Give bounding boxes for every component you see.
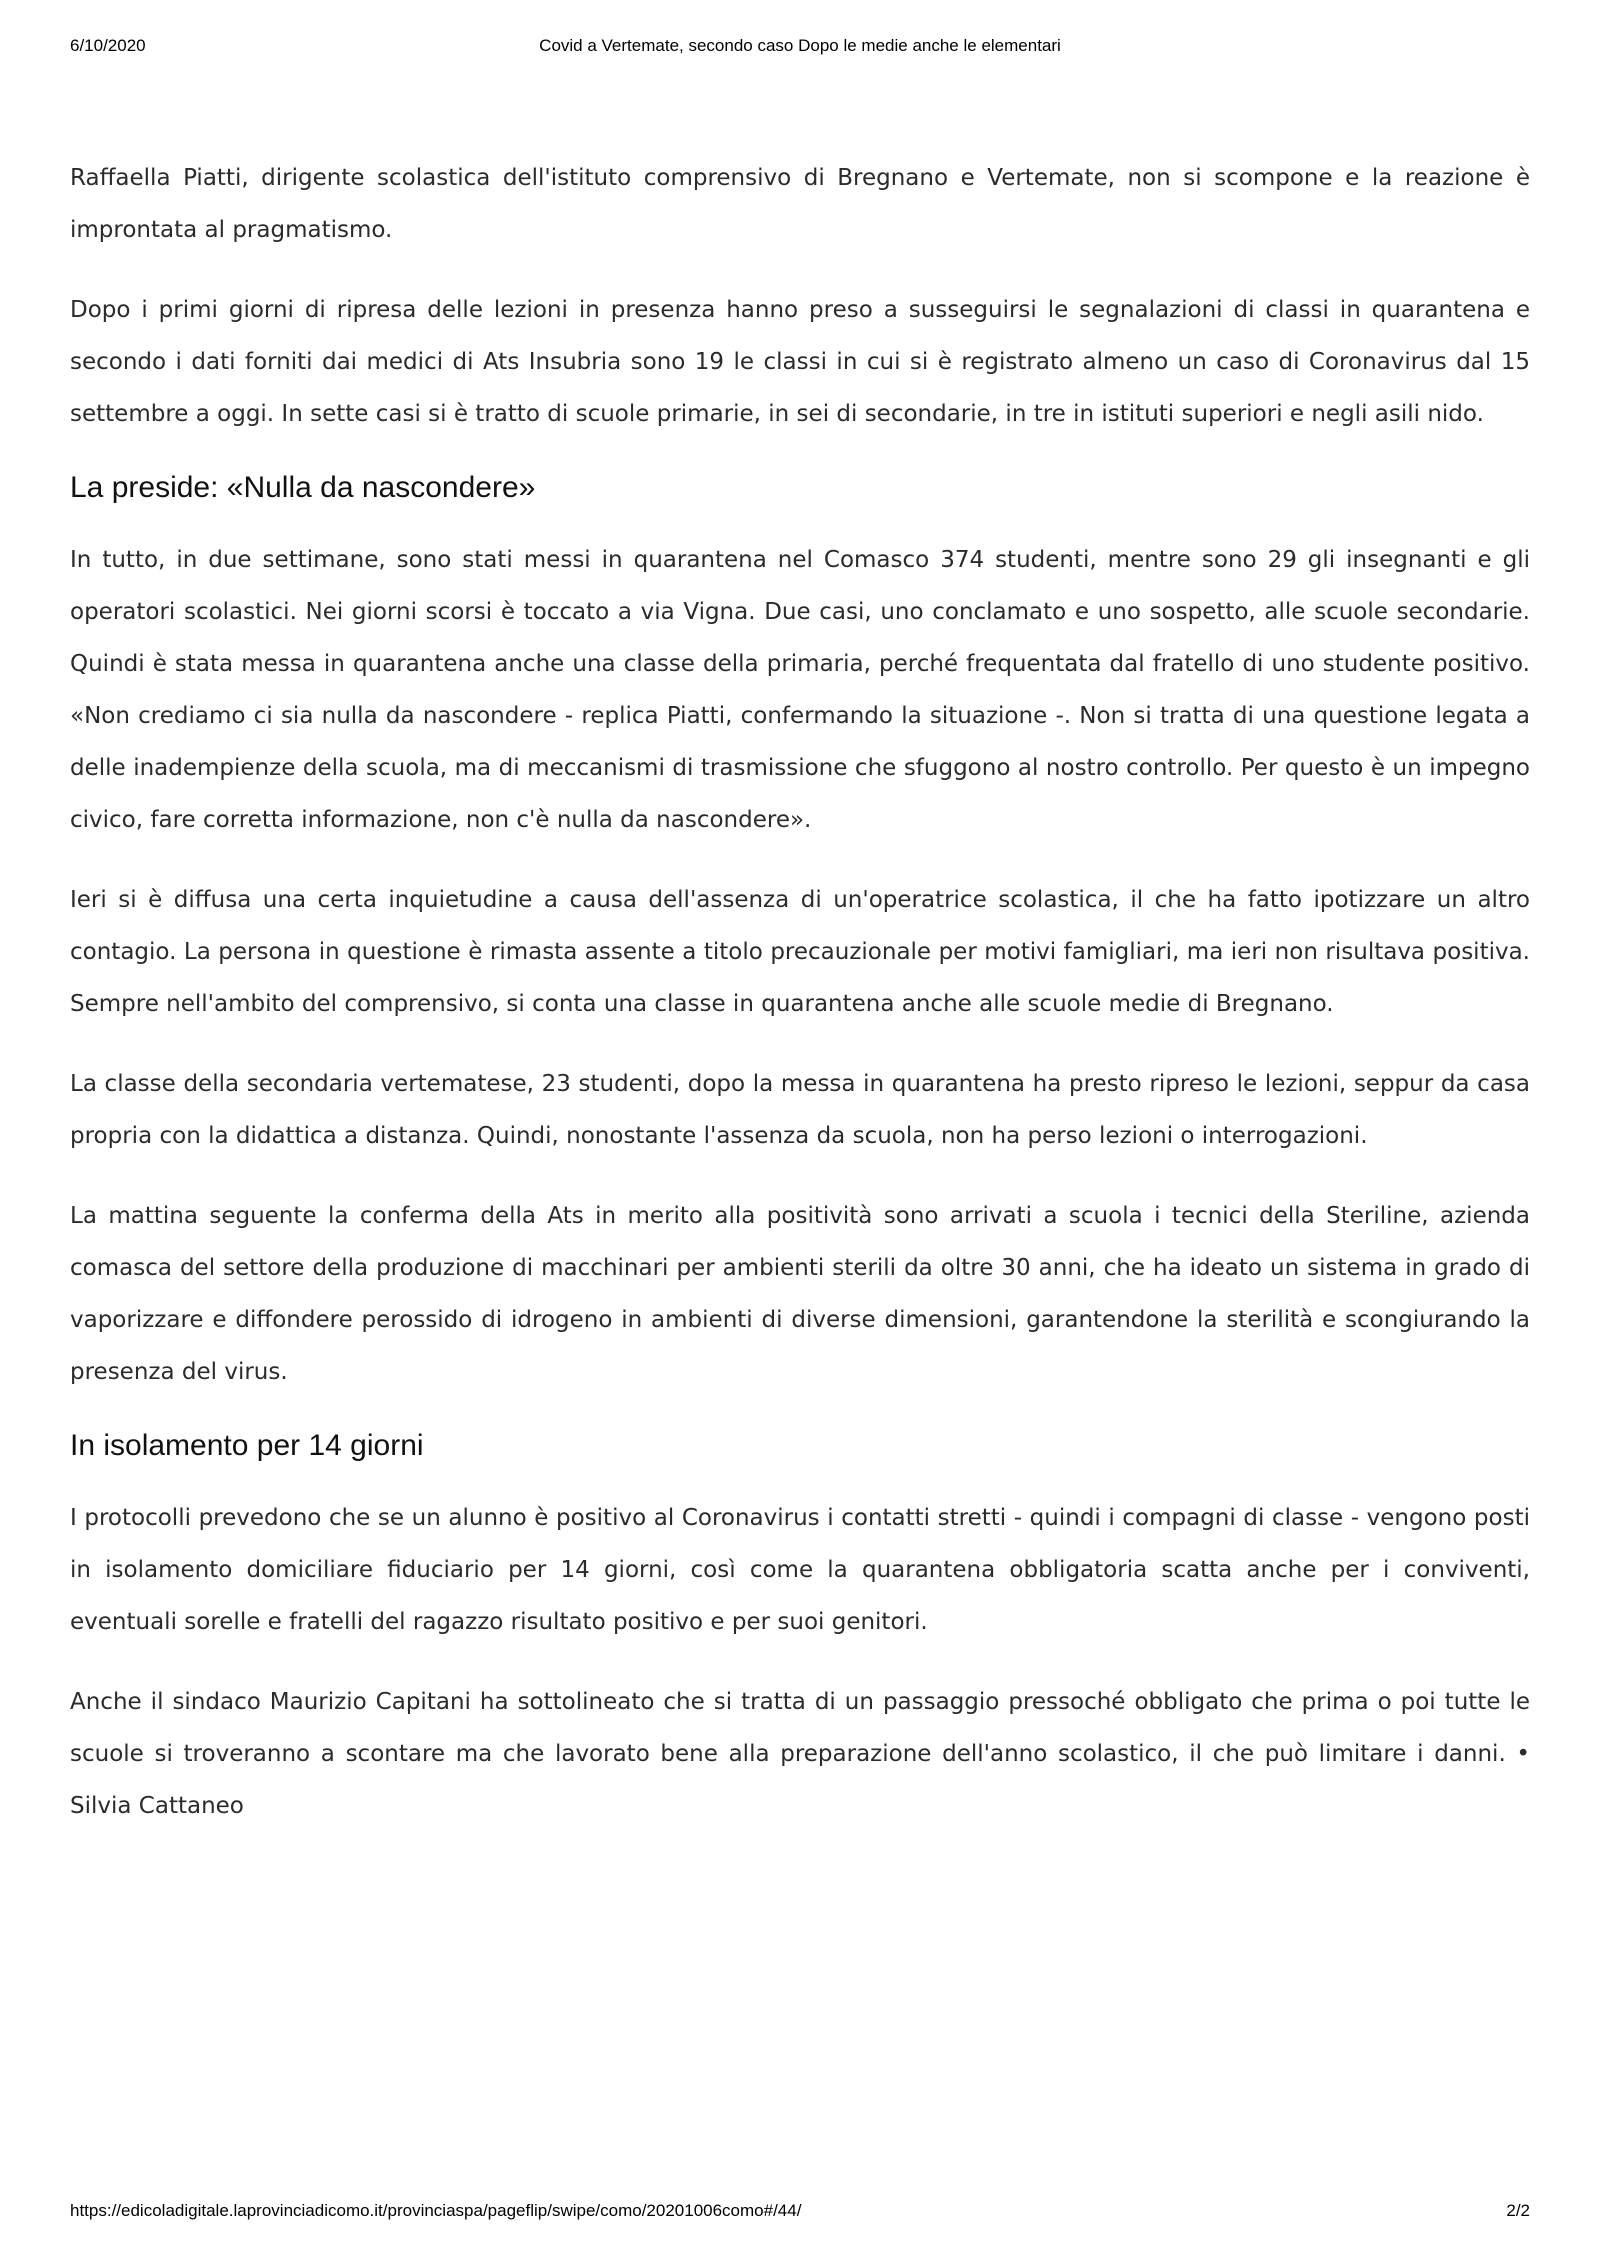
article-paragraph: Raffaella Piatti, dirigente scolastica dell'istituto comprensivo di Bregnano e Vertemate, non si scompone e la reazione è improntata al pragmatismo.: [70, 165, 1530, 243]
print-date: 6/10/2020: [70, 36, 146, 55]
article-paragraph: I protocolli prevedono che se un alunno è positivo al Coronavirus i contatti stretti - quindi i compagni di classe - vengono posti in isolamento domiciliare fiduciario per 14 giorni, così come la quarantena obbligatoria scatta anche per i conviventi, eventuali sorelle e fratelli del ragazzo risultato positivo e per suoi genitori.: [70, 1505, 1530, 1635]
print-footer: [70, 2201, 1530, 2223]
document-title: Covid a Vertemate, secondo caso Dopo le medie anche le elementari: [539, 36, 1061, 55]
print-header: [70, 36, 1530, 60]
section-heading: In isolamento per 14 giorni: [70, 1429, 424, 1462]
section-heading: La preside: «Nulla da nascondere»: [70, 471, 536, 504]
article-paragraph: La classe della secondaria vertematese, 23 studenti, dopo la messa in quarantena ha presto ripreso le lezioni, seppur da casa propria con la didattica a distanza. Quindi, nonostante l'assenza da scuola, non ha perso lezioni o interrogazioni.: [70, 1071, 1530, 1149]
source-url: https://edicoladigitale.laprovinciadicomo.it/provinciaspa/pageflip/swipe/como/20201006como#/44/: [70, 2201, 802, 2220]
page-number: 2/2: [1506, 2201, 1530, 2220]
article-paragraph: In tutto, in due settimane, sono stati messi in quarantena nel Comasco 374 studenti, mentre sono 29 gli insegnanti e gli operatori scolastici. Nei giorni scorsi è toccato a via Vigna. Due casi, uno conclamato e uno sospetto, alle scuole secondarie. Quindi è stata messa in quarantena anche una classe della primaria, perché frequentata dal fratello di uno studente positivo. «Non crediamo ci sia nulla da nascondere - replica Piatti, confermando la situazione -. Non si tratta di una questione legata a delle inadempienze della scuola, ma di meccanismi di trasmissione che sfuggono al nostro controllo. Per questo è un impegno civico, fare corretta informazione, non c'è nulla da nascondere».: [70, 547, 1530, 833]
article-body: [70, 152, 1530, 1860]
article-paragraph: La mattina seguente la conferma della Ats in merito alla positività sono arrivati a scuola i tecnici della Steriline, azienda comasca del settore della produzione di macchinari per ambienti sterili da oltre 30 anni, che ha ideato un sistema in grado di vaporizzare e diffondere perossido di idrogeno in ambienti di diverse dimensioni, garantendone la sterilità e scongiurando la presenza del virus.: [70, 1203, 1530, 1385]
article-paragraph: Dopo i primi giorni di ripresa delle lezioni in presenza hanno preso a susseguirsi le segnalazioni di classi in quarantena e secondo i dati forniti dai medici di Ats Insubria sono 19 le classi in cui si è registrato almeno un caso di Coronavirus dal 15 settembre a oggi. In sette casi si è tratto di scuole primarie, in sei di secondarie, in tre in istituti superiori e negli asili nido.: [70, 297, 1530, 427]
article-paragraph: Ieri si è diffusa una certa inquietudine a causa dell'assenza di un'operatrice scolastica, il che ha fatto ipotizzare un altro contagio. La persona in questione è rimasta assente a titolo precauzionale per motivi famigliari, ma ieri non risultava positiva. Sempre nell'ambito del comprensivo, si conta una classe in quarantena anche alle scuole medie di Bregnano.: [70, 887, 1530, 1017]
article-paragraph: Anche il sindaco Maurizio Capitani ha sottolineato che si tratta di un passaggio pressoché obbligato che prima o poi tutte le scuole si troveranno a scontare ma che lavorato bene alla preparazione dell'anno scolastico, il che può limitare i danni. • Silvia Cattaneo: [70, 1689, 1530, 1819]
